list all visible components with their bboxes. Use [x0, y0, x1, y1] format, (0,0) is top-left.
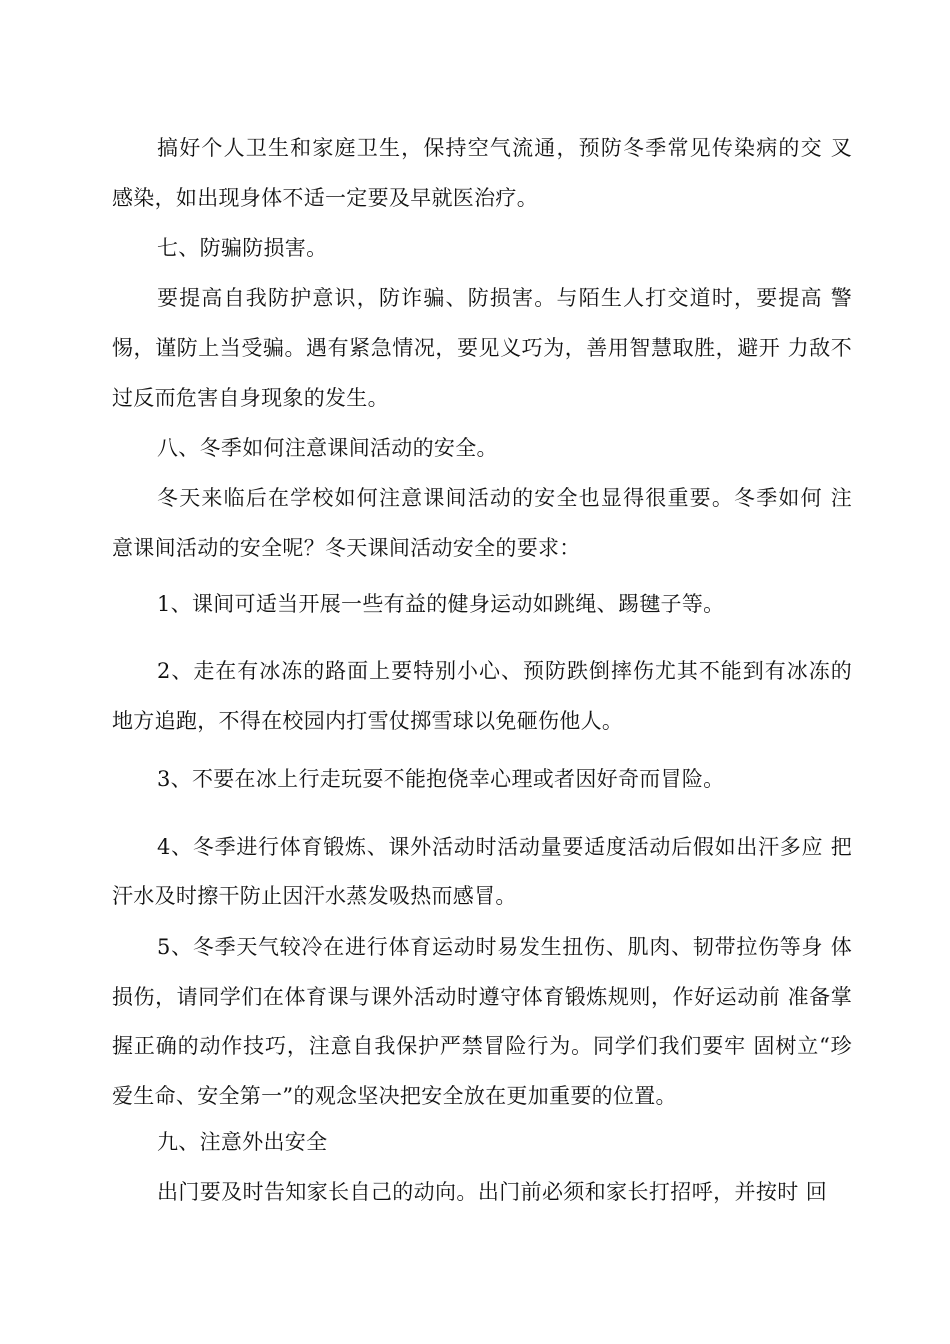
paragraph-anti-fraud-line-1: 要提高自我防护意识，防诈骗、防损害。与陌生人打交道时，要提高 警	[157, 286, 852, 310]
paragraph-anti-fraud-line-3: 过反而危害自身现象的发生。	[112, 386, 389, 410]
list-item-2-line-2: 地方追跑，不得在校园内打雪仗掷雪球以免砸伤他人。	[112, 709, 624, 733]
paragraph-hygiene-line-2: 感染，如出现身体不适一定要及早就医治疗。	[112, 186, 538, 210]
list-item-2-line-1: 2、走在有冰冻的路面上要特别小心、预防跌倒摔伤尤其不能到有冰冻的	[157, 659, 852, 683]
list-item-4-line-1: 4、冬季进行体育锻炼、课外活动时活动量要适度活动后假如出汗多应 把	[157, 835, 852, 859]
heading-outing-safety: 九、注意外出安全	[157, 1130, 328, 1154]
heading-recess-safety: 八、冬季如何注意课间活动的安全。	[157, 436, 498, 460]
list-item-5-line-2: 损伤，请同学们在体育课与课外活动时遵守体育锻炼规则，作好运动前 准备掌	[112, 985, 852, 1009]
list-item-5-line-4: 爱生命、安全第一”的观念坚决把安全放在更加重要的位置。	[112, 1084, 677, 1108]
list-item-5-line-3: 握正确的动作技巧，注意自我保护严禁冒险行为。同学们我们要牢 固树立“珍	[112, 1034, 852, 1058]
paragraph-recess-intro-line-1: 冬天来临后在学校如何注意课间活动的安全也显得很重要。冬季如何 注	[157, 486, 852, 510]
list-item-3: 3、不要在冰上行走玩耍不能抱侥幸心理或者因好奇而冒险。	[157, 767, 725, 791]
paragraph-recess-intro-line-2: 意课间活动的安全呢？冬天课间活动安全的要求：	[112, 536, 581, 560]
paragraph-hygiene-line-1: 搞好个人卫生和家庭卫生，保持空气流通，预防冬季常见传染病的交 叉	[157, 136, 852, 160]
paragraph-outing-line-1: 出门要及时告知家长自己的动向。出门前必须和家长打招呼，并按时 回	[157, 1180, 827, 1204]
list-item-5-line-1: 5、冬季天气较冷在进行体育运动时易发生扭伤、肌肉、韧带拉伤等身 体	[157, 935, 852, 959]
list-item-1: 1、课间可适当开展一些有益的健身运动如跳绳、踢毽子等。	[157, 592, 725, 616]
list-item-4-line-2: 汗水及时擦干防止因汗水蒸发吸热而感冒。	[112, 884, 517, 908]
paragraph-anti-fraud-line-2: 惕，谨防上当受骗。遇有紧急情况，要见义巧为，善用智慧取胜，避开 力敌不	[112, 336, 852, 360]
heading-anti-fraud: 七、防骗防损害。	[157, 236, 328, 260]
